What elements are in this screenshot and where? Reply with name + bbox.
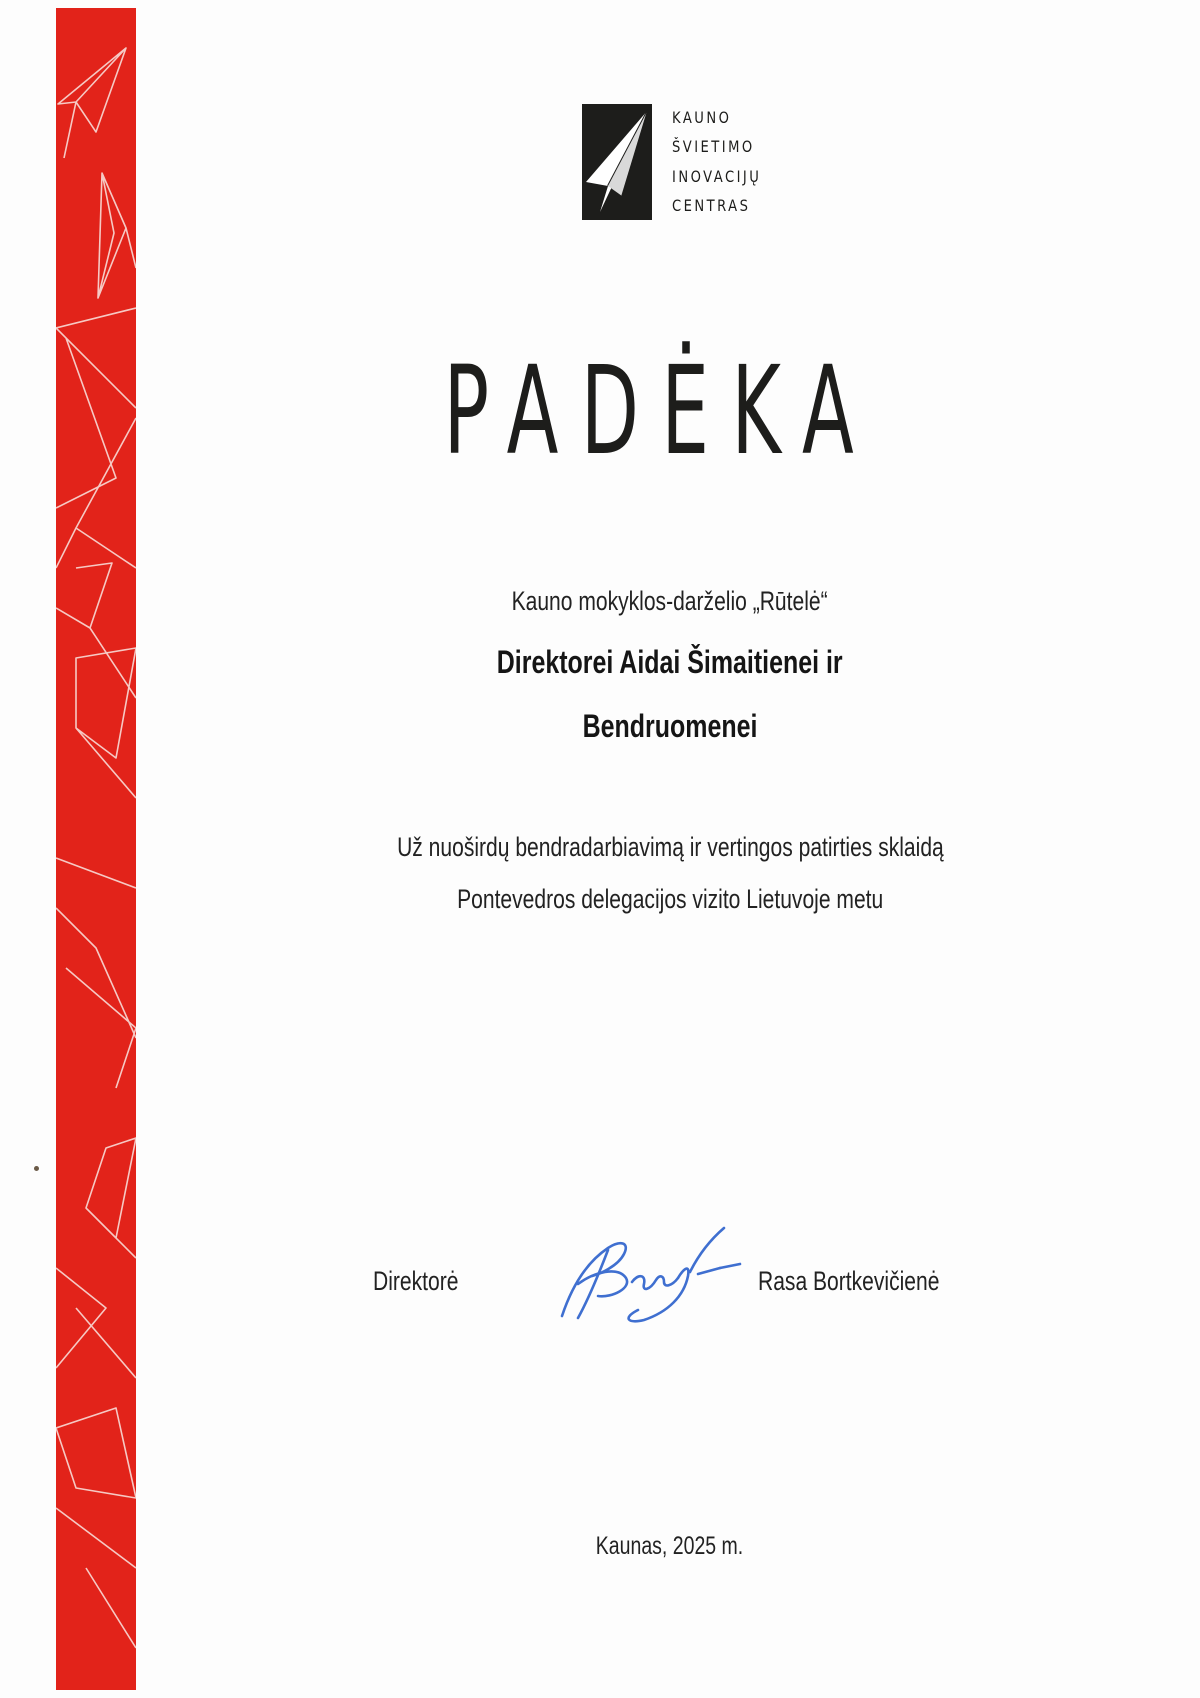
recipient-name-text: Direktorei Aidai Šimaitienei ir (497, 644, 843, 680)
reason-line-1 (140, 832, 1200, 863)
recipient-community-text: Bendruomenei (582, 708, 758, 744)
reason-line-2 (140, 884, 1200, 915)
title-text: PADĖKA (443, 340, 877, 482)
logo-line: INOVACIJŲ (672, 166, 762, 186)
recipient-community (140, 708, 1200, 745)
logo-line: KAUNO (672, 108, 732, 127)
signatory-role (373, 1266, 483, 1297)
paper-plane-pattern (56, 8, 136, 1690)
reason-text-2: Pontevedros delegacijos vizito Lietuvoje metu (456, 884, 884, 914)
paper-speck (34, 1166, 39, 1171)
signatory-role-text: Direktorė (373, 1266, 459, 1296)
decorative-red-band (56, 8, 136, 1690)
logo-text (672, 110, 781, 214)
place-date-text: Kaunas, 2025 m. (596, 1532, 744, 1560)
logo-line: CENTRAS (672, 195, 751, 215)
signatory-name (758, 1266, 991, 1297)
logo (582, 104, 781, 220)
recipient-school-text: Kauno mokyklos-darželio „Rūtelė“ (511, 586, 829, 616)
recipient-school (140, 586, 1200, 617)
recipient-name (140, 644, 1200, 681)
paper-plane-icon (582, 104, 652, 220)
certificate-title (0, 340, 1200, 482)
logo-line: ŠVIETIMO (672, 137, 755, 157)
signatory-name-text: Rasa Bortkevičienė (758, 1266, 940, 1296)
reason-text-1: Už nuoširdų bendradarbiavimą ir vertingos patirties sklaidą (396, 832, 944, 862)
handwritten-signature (548, 1220, 748, 1330)
place-date (140, 1532, 1200, 1561)
